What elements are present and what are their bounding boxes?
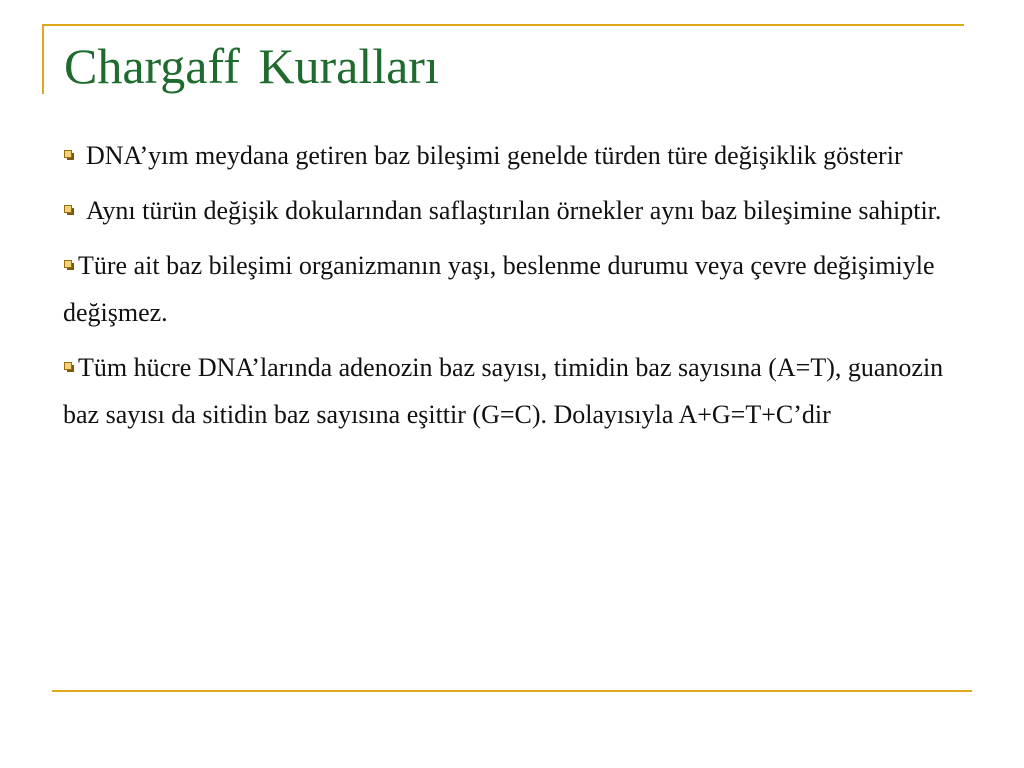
bullet-text: Aynı türün değişik dokularından saflaştırılan örnekler aynı baz bileşimine sahiptir. xyxy=(86,196,942,225)
square-bullet-icon xyxy=(63,361,75,373)
bullet-item-2 xyxy=(63,187,953,234)
bullet-item-3 xyxy=(63,242,953,336)
bullet-item-1 xyxy=(63,132,953,179)
square-bullet-icon xyxy=(63,204,75,216)
square-bullet-icon xyxy=(63,259,75,271)
bottom-border-line xyxy=(52,690,972,692)
bullet-text: Türe ait baz bileşimi organizmanın yaşı, beslenme durumu veya çevre değişimiyle değişmez. xyxy=(63,251,935,327)
bullet-item-4 xyxy=(63,344,953,438)
bullet-text: DNA’yım meydana getiren baz bileşimi genelde türden türe değişiklik gösterir xyxy=(86,141,903,170)
square-bullet-icon xyxy=(63,149,75,161)
top-border-line xyxy=(42,24,964,26)
slide-title: Chargaff Kuralları xyxy=(64,38,439,94)
left-border-line xyxy=(42,24,44,94)
bullet-text: Tüm hücre DNA’larında adenozin baz sayısı, timidin baz sayısına (A=T), guanozin baz sayısı da sitidin baz sayısına eşittir (G=C). Dolayısıyla A+G=T+C’dir xyxy=(63,353,944,429)
bullet-list xyxy=(63,132,953,446)
